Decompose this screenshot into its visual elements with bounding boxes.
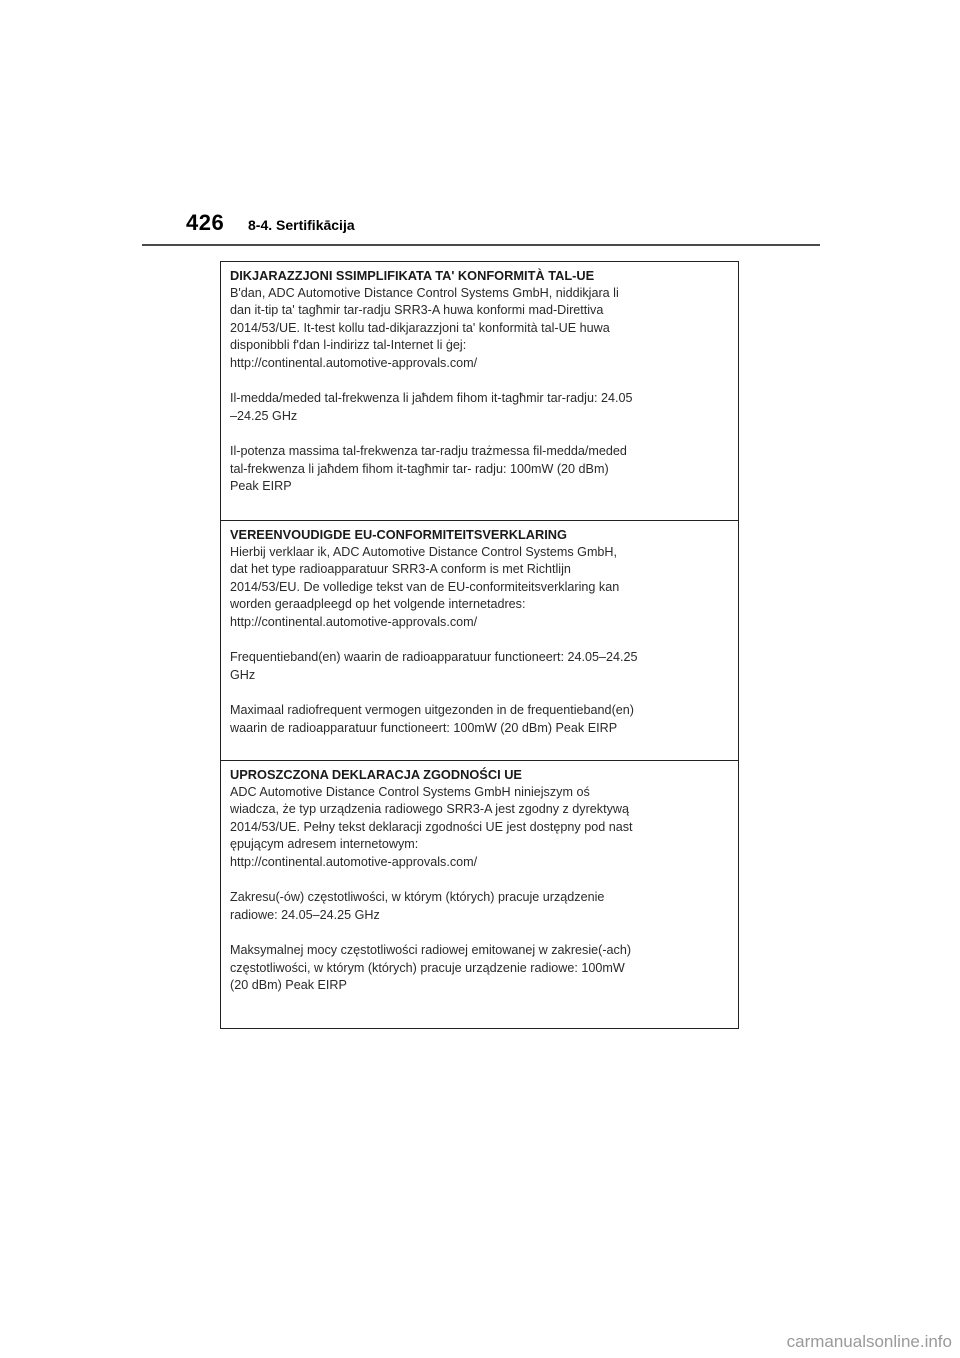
- page-number: 426: [186, 210, 225, 235]
- paragraph-gap: [230, 425, 729, 443]
- declaration-polish: [221, 760, 738, 1028]
- declaration-body: ADC Automotive Distance Control Systems GmbH niniejszym oś wiadcza, że typ urządzenia radiowego SRR3-A jest zgodny z dyrektywą 2014/53/UE. Pełny tekst deklaracji zgodności UE jest dostępny pod nast ępującym adresem internetowym: http://continental.automotive-approvals.com/: [230, 784, 633, 869]
- declaration-heading: DIKJARAZZJONI SSIMPLIFIKATA TA' KONFORMITÀ TAL-UE: [230, 268, 595, 283]
- declaration-body: B'dan, ADC Automotive Distance Control Systems GmbH, niddikjara li dan it-tip ta' tagħmir tar-radju SRR3-A huwa konformi mad-Direttiva 2014/53/UE. It-test kollu tad-dikjarazzjoni ta' konformità tal-UE huwa disponibbli f'dan l-indirizz tal-Internet li ġej: http://continental.automotive-approvals.com/: [230, 285, 619, 370]
- declaration-body: Hierbij verklaar ik, ADC Automotive Distance Control Systems GmbH, dat het type radioapparatuur SRR3-A conform is met Richtlijn 2014/53/EU. De volledige tekst van de EU-conformiteitsverklaring kan worden geraadpleegd op het volgende internetadres: http://continental.automotive-approvals.com/: [230, 544, 620, 629]
- declaration-power: Maksymalnej mocy częstotliwości radiowej emitowanej w zakresie(-ach) częstotliwości, w którym (których) pracuje urządzenie radiowe: 100mW (20 dBm) Peak EIRP: [230, 942, 632, 993]
- declaration-heading: UPROSZCZONA DEKLARACJA ZGODNOŚCI UE: [230, 767, 522, 782]
- declaration-heading: VEREENVOUDIGDE EU-CONFORMITEITSVERKLARING: [230, 527, 568, 542]
- watermark: carmanualsonline.info: [786, 1332, 952, 1351]
- paragraph-gap: [230, 632, 729, 650]
- declaration-power: Maximaal radiofrequent vermogen uitgezonden in de frequentieband(en) waarin de radioapparatuur functioneert: 100mW (20 dBm) Peak EIRP: [230, 702, 634, 735]
- declaration-table: [220, 261, 739, 1029]
- declaration-frequency: Zakresu(-ów) częstotliwości, w którym (których) pracuje urządzenie radiowe: 24.05–24.25 GHz: [230, 890, 605, 922]
- declaration-frequency: Il-medda/meded tal-frekwenza li jaħdem fihom it-tagħmir tar-radju: 24.05 –24.25 GHz: [230, 391, 633, 423]
- declaration-maltese: [221, 262, 738, 520]
- paragraph-gap: [230, 872, 729, 890]
- paragraph-gap: [230, 684, 729, 702]
- declaration-dutch: [221, 520, 738, 760]
- section-title: 8-4. Sertifikācija: [248, 217, 355, 233]
- declaration-power: Il-potenza massima tal-frekwenza tar-radju trażmessa fil-medda/meded tal-frekwenza li jaħdem fihom it-tagħmir tar- radju: 100mW (20 dBm) Peak EIRP: [230, 443, 627, 494]
- declaration-frequency: Frequentieband(en) waarin de radioapparatuur functioneert: 24.05–24.25 GHz: [230, 650, 638, 682]
- header-divider: [142, 244, 820, 246]
- paragraph-gap: [230, 373, 729, 391]
- paragraph-gap: [230, 924, 729, 942]
- page-header: [0, 0, 960, 250]
